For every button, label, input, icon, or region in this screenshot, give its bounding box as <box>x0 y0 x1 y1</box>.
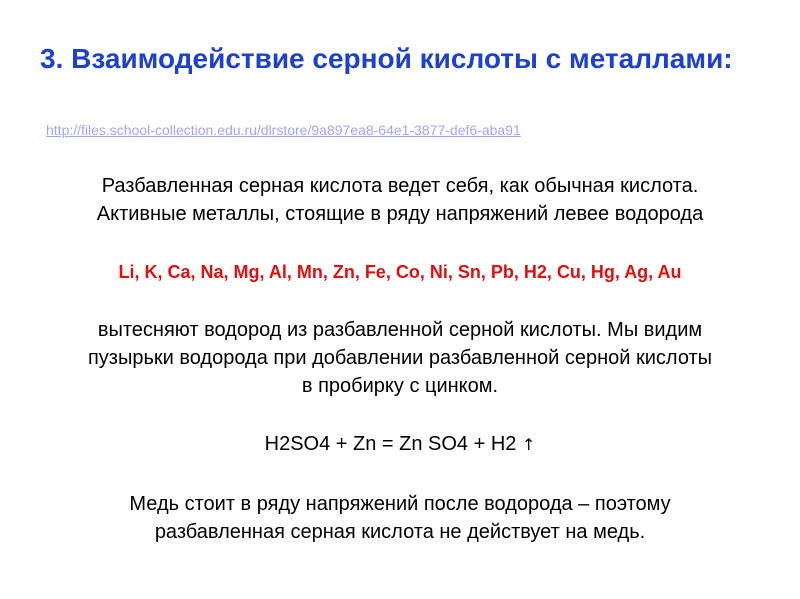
paragraph1-line1: Разбавленная серная кислота ведет себя, как обычная кислота. <box>101 175 699 197</box>
equation-text: H2SO4 + Zn = Zn SO4 + H2 <box>264 433 522 455</box>
paragraph2-line1: вытесняют водород из разбавленной серной кислоты. Мы видим <box>97 319 703 341</box>
slide-title: 3. Взаимодействие серной кислоты с металлами: <box>40 43 733 74</box>
paragraph2-line3: в пробирку с цинком. <box>301 375 499 397</box>
source-link[interactable]: http://files.school-collection.edu.ru/dlrstore/9a897ea8-64e1-3877-def6-aba91 <box>46 122 521 138</box>
paragraph1-line2: Активные металлы, стоящие в ряду напряжений левее водорода <box>96 203 704 225</box>
paragraph3-line1: Медь стоит в ряду напряжений после водорода – поэтому <box>129 493 671 515</box>
metals-series: Li, K, Ca, Na, Mg, Al, Mn, Zn, Fe, Co, Ni, Sn, Pb, H2, Cu, Hg, Ag, Au <box>118 262 682 282</box>
reaction-equation <box>0 430 800 459</box>
up-arrow-icon: ↑ <box>521 435 536 454</box>
paragraph3-line2: разбавленная серная кислота не действует на медь. <box>154 521 646 543</box>
paragraph2-line2: пузырьки водорода при добавлении разбавленной серной кислоты <box>87 347 713 369</box>
